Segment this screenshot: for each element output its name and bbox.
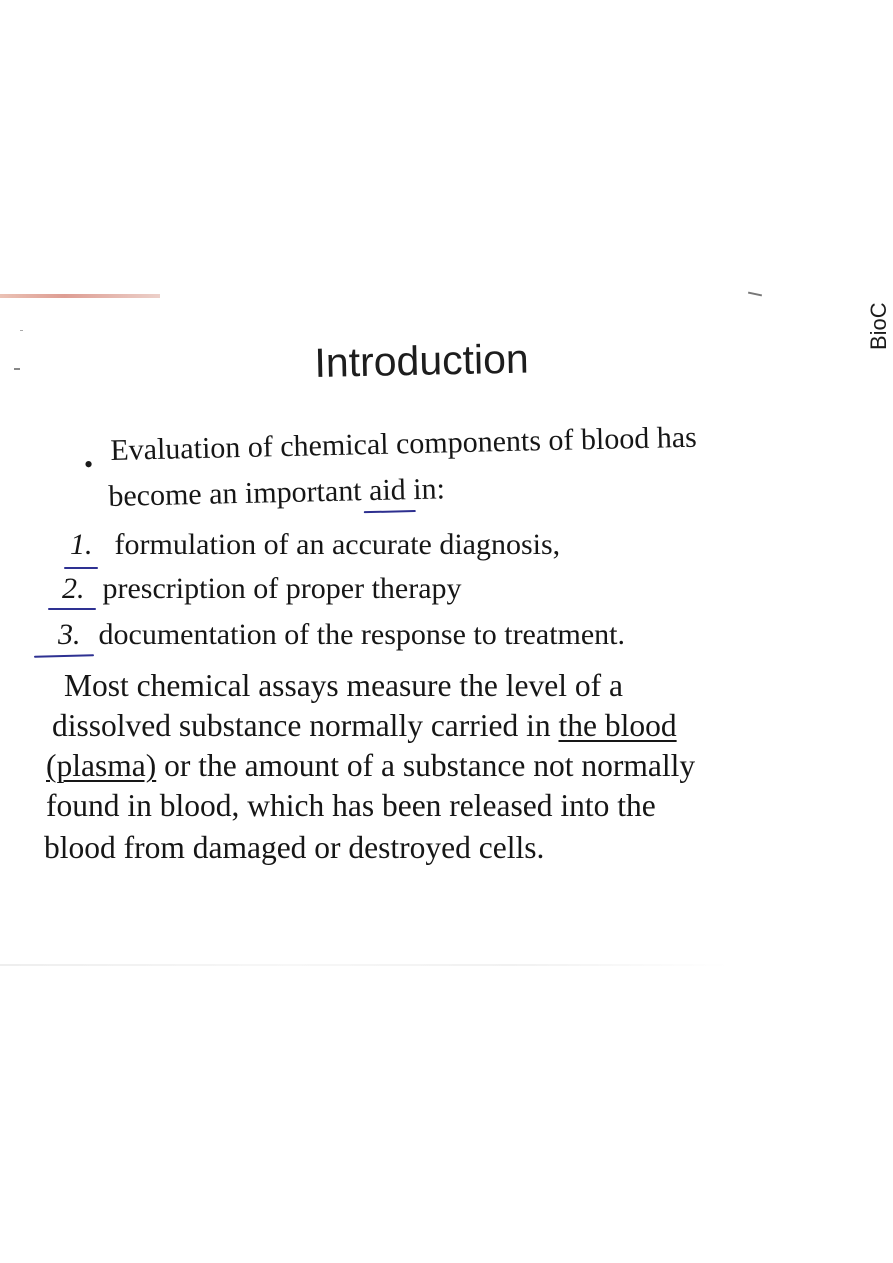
- bullet-text-line-1: Evaluation of chemical components of blood has: [110, 420, 698, 467]
- bullet-text-after: in:: [412, 472, 446, 507]
- paragraph-line-2: [52, 710, 677, 742]
- side-course-label: BioC: [866, 302, 891, 350]
- pen-underlined-word: aid: [361, 473, 414, 508]
- numbered-item: [58, 618, 625, 652]
- item-text: documentation of the response to treatment.: [98, 618, 626, 651]
- slide-bottom-edge: [0, 964, 730, 966]
- item-text: prescription of proper therapy: [102, 572, 462, 605]
- pen-underline-mark: [64, 567, 98, 569]
- paragraph-text: dissolved substance normally carried in: [52, 708, 559, 743]
- bullet-icon: •: [84, 450, 94, 479]
- paragraph-line-3: [46, 750, 695, 782]
- bullet-text-line-2: [108, 472, 445, 514]
- pen-underline-mark: [48, 608, 96, 610]
- slide-title: Introduction: [314, 335, 530, 386]
- paragraph-line-4: found in blood, which has been released into the: [46, 788, 656, 823]
- slide-top-edge-mark: [0, 294, 160, 298]
- paragraph-text: or the amount of a substance not normally: [156, 748, 696, 783]
- left-margin-dash: [14, 368, 20, 370]
- item-text: formulation of an accurate diagnosis,: [114, 528, 561, 561]
- underlined-phrase: (plasma): [46, 748, 157, 783]
- left-margin-tick: [20, 330, 23, 331]
- numbered-item: [62, 572, 462, 606]
- numbered-item: [70, 528, 560, 562]
- pen-underline-mark: [34, 654, 94, 658]
- bullet-text-before: become an important: [108, 474, 362, 513]
- paragraph-line-5: blood from damaged or destroyed cells.: [44, 830, 545, 865]
- item-number: 1.: [70, 528, 93, 561]
- underlined-phrase: the blood: [558, 708, 677, 743]
- paragraph-line-1: Most chemical assays measure the level of a: [64, 668, 623, 703]
- item-number: 2.: [62, 572, 85, 605]
- item-number: 3.: [58, 618, 81, 651]
- edge-scratch-mark: [748, 292, 762, 297]
